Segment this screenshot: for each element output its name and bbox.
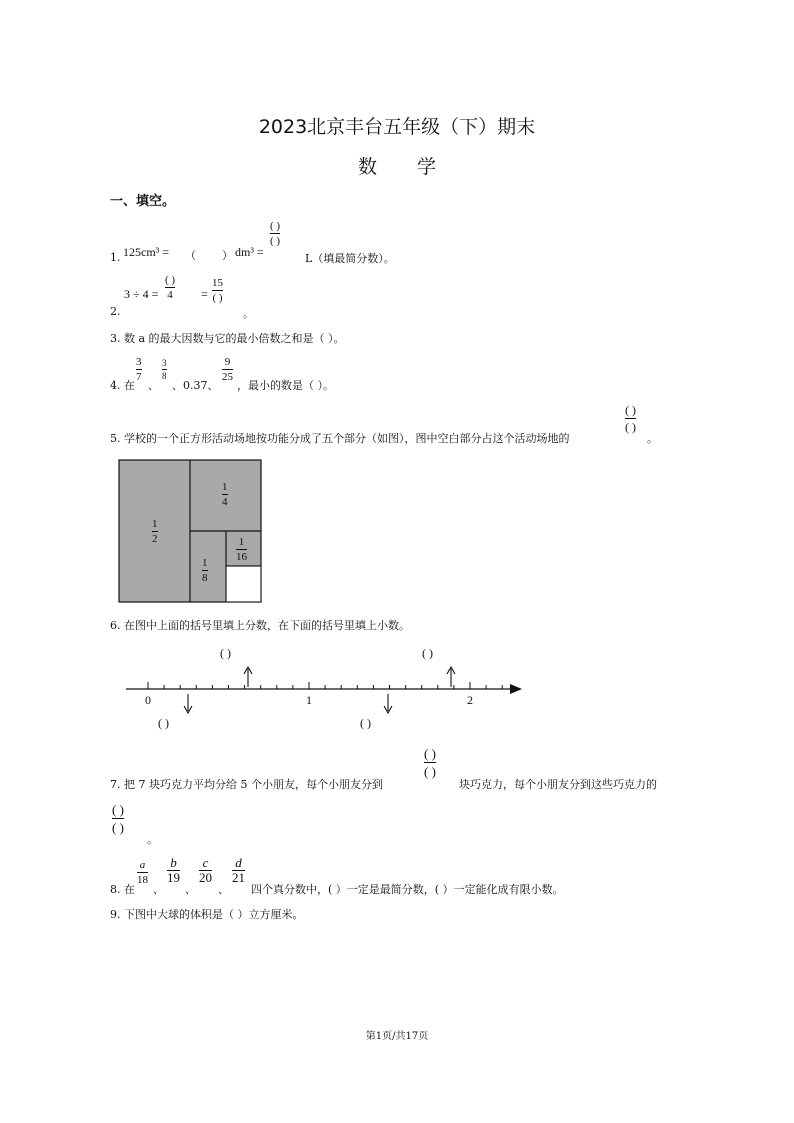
q1-close-paren: ） [222, 249, 233, 262]
q2-frac2-num: 15 [212, 277, 223, 289]
q4-sep-2: 、0.37、 [172, 379, 219, 392]
q1-frac-num: ( ) [270, 220, 281, 232]
axis-arrowhead [510, 684, 522, 694]
label-one-eighth: 1 8 [202, 557, 208, 584]
tick-label-0: 0 [145, 693, 151, 707]
q8-fraction-c-20: c 20 [199, 855, 212, 885]
q7-end: 。 [147, 833, 158, 846]
q8-fraction-d-21: d 21 [232, 855, 245, 885]
q6-paren-lower-2: ( ) [360, 716, 371, 730]
q8-prefix: 8. 在 [110, 883, 135, 896]
label-one-half: 1 2 [152, 518, 158, 545]
square-field-diagram [118, 459, 264, 605]
q2-lhs: 3 ÷ 4 = [124, 287, 159, 301]
q1-frac-den: ( ) [270, 235, 281, 247]
q6-paren-upper-2: ( ) [422, 646, 433, 660]
q6-text: 6. 在图中上面的括号里填上分数，在下面的括号里填上小数。 [110, 619, 410, 632]
number-line-ticks [148, 682, 502, 689]
blank-region [227, 567, 261, 602]
q8-sep-2: 、 [185, 883, 196, 896]
question-9: 9. 下图中大球的体积是（ ）立方厘米。 [110, 908, 304, 921]
q7-line1: 7. 把 7 块巧克力平均分给 5 个小朋友，每个小朋友分到 [110, 778, 383, 791]
q6-paren-upper-1: ( ) [220, 646, 231, 660]
tick-label-2: 2 [467, 693, 473, 707]
q2-fraction-1 [165, 274, 175, 301]
subject-title: 数学 [357, 156, 476, 178]
q1-open-paren: （ [185, 249, 196, 262]
q6-paren-lower-1: ( ) [158, 716, 169, 730]
q1-lhs: 125cm³ = [123, 245, 170, 259]
label-one-sixteenth: 1 16 [236, 536, 247, 563]
q1-number: 1. [110, 251, 121, 264]
q4-fraction-3-7: 3 7 [136, 356, 142, 383]
q7-fraction-blank-1: ( ) ( ) [424, 746, 436, 779]
q7-fraction-blank-2: ( ) ( ) [112, 802, 124, 835]
question-3: 3. 数 a 的最大因数与它的最小倍数之和是（ ）。 [110, 332, 345, 345]
number-line [120, 660, 530, 720]
q8-suffix: 四个真分数中，( ）一定是最简分数，( ）一定能化成有限小数。 [251, 883, 564, 896]
q5-fraction-blank: ( ) ( ) [625, 403, 636, 434]
q2-fraction-2 [212, 277, 223, 304]
q2-frac2-den: ( ) [212, 292, 223, 304]
q7-line1b: 块巧克力，每个小朋友分到这些巧克力的 [459, 778, 657, 791]
q4-fraction-9-25: 9 25 [222, 356, 233, 383]
q1-fraction-blank [270, 220, 280, 247]
q4-suffix: ，最小的数是（ ）。 [237, 379, 334, 392]
q8-sep-3: 、 [218, 883, 229, 896]
q2-frac1-den: 4 [167, 289, 173, 301]
page-title: 2023北京丰台五年级（下）期末 [258, 116, 536, 138]
q2-equals: = [201, 287, 208, 301]
section-heading: 一、填空。 [110, 194, 176, 209]
q8-fraction-a-18: a 18 [137, 859, 148, 886]
q5-text: 5. 学校的一个正方形活动场地按功能分成了五个部分（如图），图中空白部分占这个活动场地的 [110, 432, 570, 445]
tick-label-1: 1 [306, 693, 312, 707]
q5-end: 。 [647, 432, 658, 445]
q4-fraction-3-8: 3 8 [162, 358, 167, 381]
label-one-quarter: 1 4 [222, 481, 228, 508]
q8-fraction-b-19: b 19 [167, 855, 180, 885]
q1-tail: L（填最简分数）。 [305, 252, 395, 265]
q2-end: 。 [243, 307, 254, 320]
q2-number: 2. [110, 305, 121, 318]
q1-unit: dm³ = [235, 245, 264, 259]
q2-frac1-num: ( ) [165, 274, 176, 286]
q4-sep-1: 、 [148, 379, 159, 392]
q4-prefix: 4. 在 [110, 379, 135, 392]
q8-sep-1: 、 [153, 883, 164, 896]
page-footer: 第1页/共17页 [365, 1031, 429, 1042]
